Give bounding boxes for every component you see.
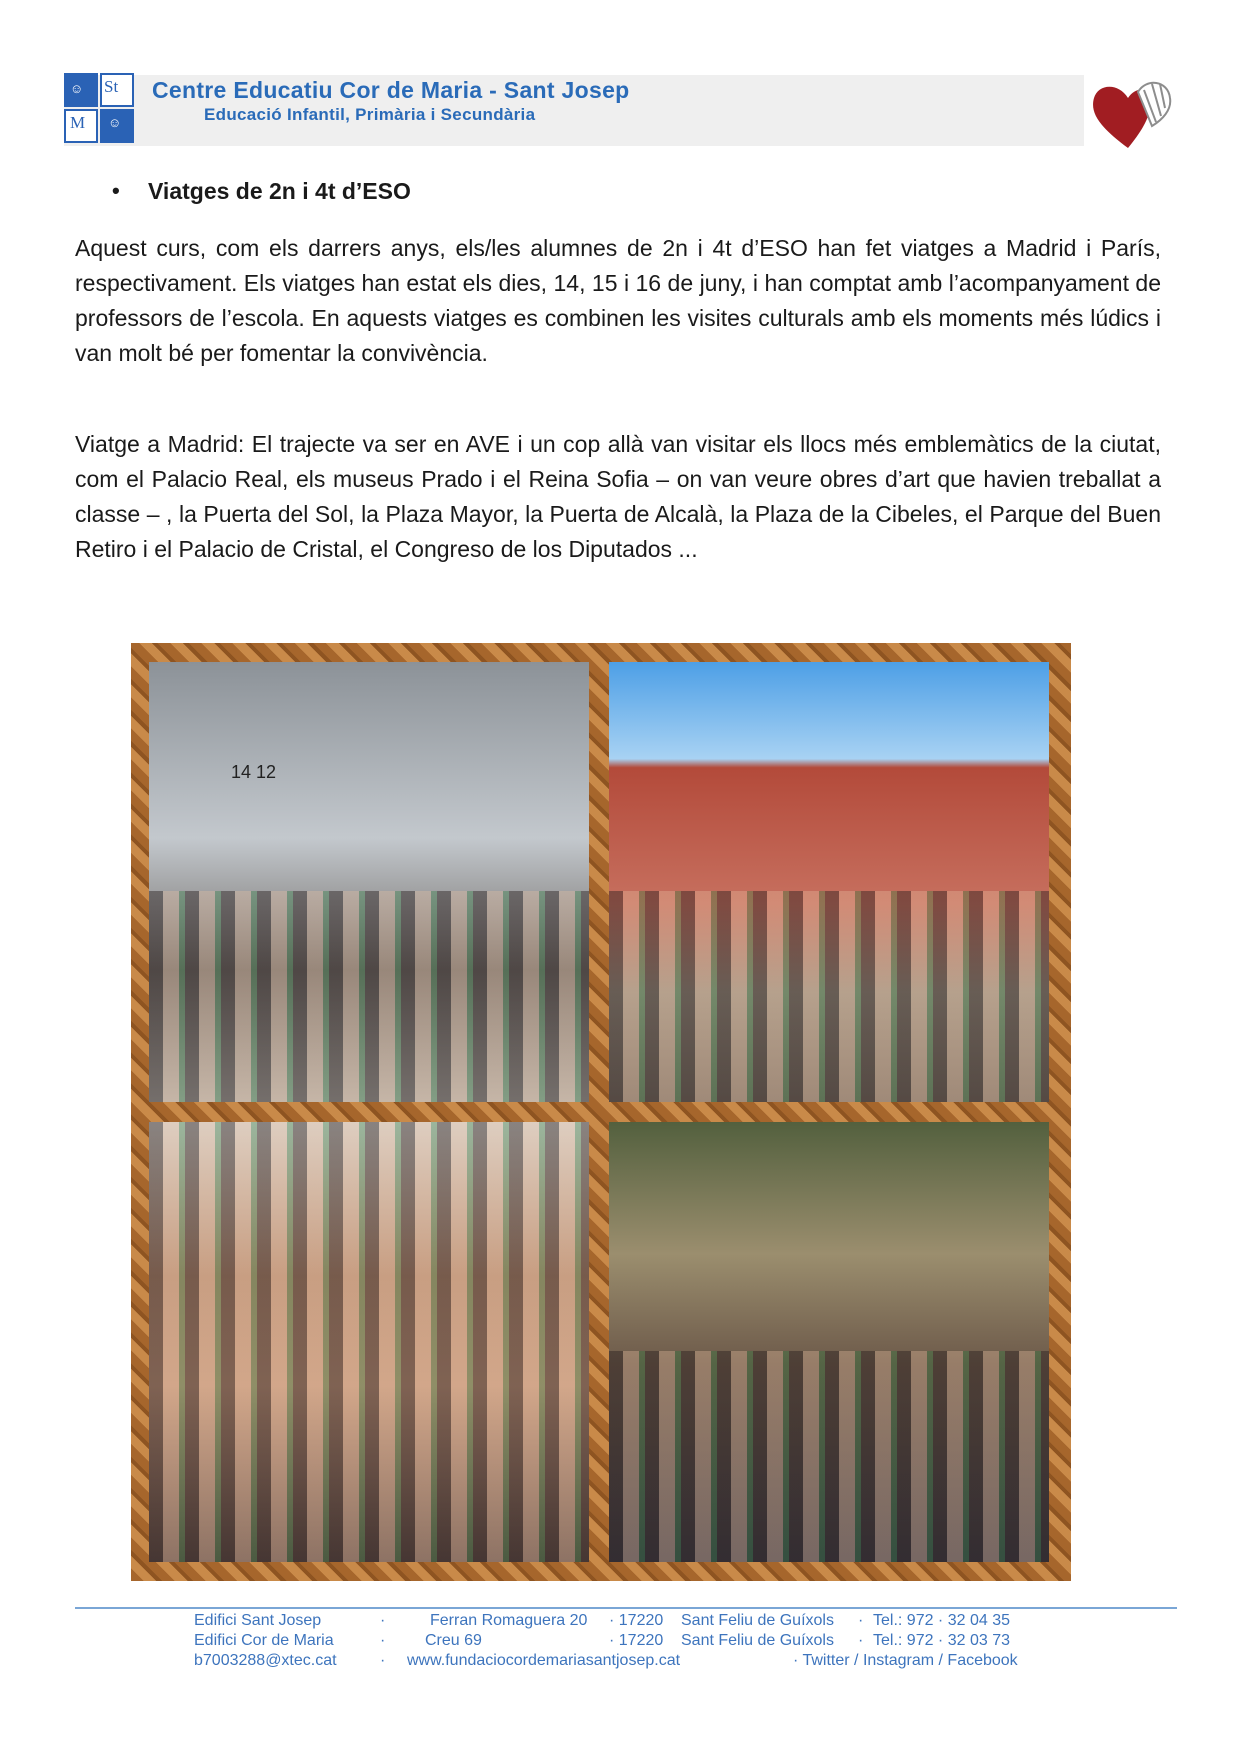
photo-crowd	[149, 891, 589, 1102]
body-paragraph: Aquest curs, com els darrers anys, els/les alumnes de 2n i 4t d’ESO han fet viatges a Madrid i París, respectivament. Els viatges han estat els dies, 14, 15 i 16 de juny, i han comptat amb l’acompanyament de professors de l’escola. En aquests viatges es combinen les visites culturals amb els moments més lúdics i van molt bé per fomentar la convivència.	[75, 235, 1161, 366]
photo-crowd	[609, 891, 1049, 1102]
photo-crowd	[149, 1122, 589, 1562]
photo-collage	[131, 643, 1071, 1581]
logo-text-st: St	[104, 77, 119, 96]
footer-city: Sant Feliu de Guíxols	[681, 1632, 834, 1649]
footer-divider	[75, 1607, 1177, 1609]
footer-social-links[interactable]: · Twitter / Instagram / Facebook	[793, 1652, 1018, 1669]
footer-building: Edifici Cor de Maria	[194, 1632, 334, 1649]
footer-street: Ferran Romaguera 20	[430, 1612, 588, 1629]
photo-plaza-mayor-group	[609, 662, 1049, 1102]
footer-city: Sant Feliu de Guíxols	[681, 1612, 834, 1629]
body-paragraph: Viatge a Madrid: El trajecte va ser en AVE i un cop allà van visitar els llocs més emblemàtics de la ciutat, com el Palacio Real, els museus Prado i el Reina Sofia – on van veure obres d’art que havien treballat a classe – , la Puerta del Sol, la Plaza Mayor, la Puerta de Alcalà, la Plaza de la Cibeles, el Parque del Buen Retiro i el Palacio de Cristal, el Congreso de los Diputados ...	[75, 431, 1161, 562]
photo-selfie-group	[149, 1122, 589, 1562]
footer-separator: ·	[380, 1652, 386, 1669]
smiley-icon: ☺	[70, 81, 84, 96]
footer-phone: Tel.: 972 · 32 04 35	[873, 1612, 1010, 1629]
school-logo	[64, 73, 134, 143]
photo-street-group	[609, 1122, 1049, 1562]
footer-postal: · 17220	[609, 1612, 664, 1629]
org-subtitle: Educació Infantil, Primària i Secundària	[204, 105, 536, 124]
footer-website-link[interactable]: www.fundaciocordemariasantjosep.cat	[407, 1652, 681, 1669]
footer-postal: · 17220	[609, 1632, 664, 1649]
footer-building: Edifici Sant Josep	[194, 1612, 322, 1629]
footer-separator: ·	[380, 1612, 386, 1629]
list-bullet: •	[112, 178, 120, 203]
heart-shell-icon	[1088, 76, 1174, 152]
footer-separator: ·	[858, 1612, 864, 1629]
section-title: Viatges de 2n i 4t d’ESO	[148, 178, 411, 204]
logo-text-m: M	[70, 113, 86, 132]
footer-separator: ·	[380, 1632, 386, 1649]
footer-phone: Tel.: 972 · 32 03 73	[873, 1632, 1010, 1649]
smiley-icon: ☺	[108, 115, 122, 130]
footer-separator: ·	[858, 1632, 864, 1649]
footer-email-link[interactable]: b7003288@xtec.cat	[194, 1652, 337, 1669]
org-name: Centre Educatiu Cor de Maria - Sant Josep	[152, 77, 630, 103]
footer-street: Creu 69	[425, 1632, 482, 1649]
station-platform-sign: 14 12	[231, 762, 277, 782]
photo-crowd	[609, 1351, 1049, 1562]
photo-train-station-group	[149, 662, 589, 1102]
